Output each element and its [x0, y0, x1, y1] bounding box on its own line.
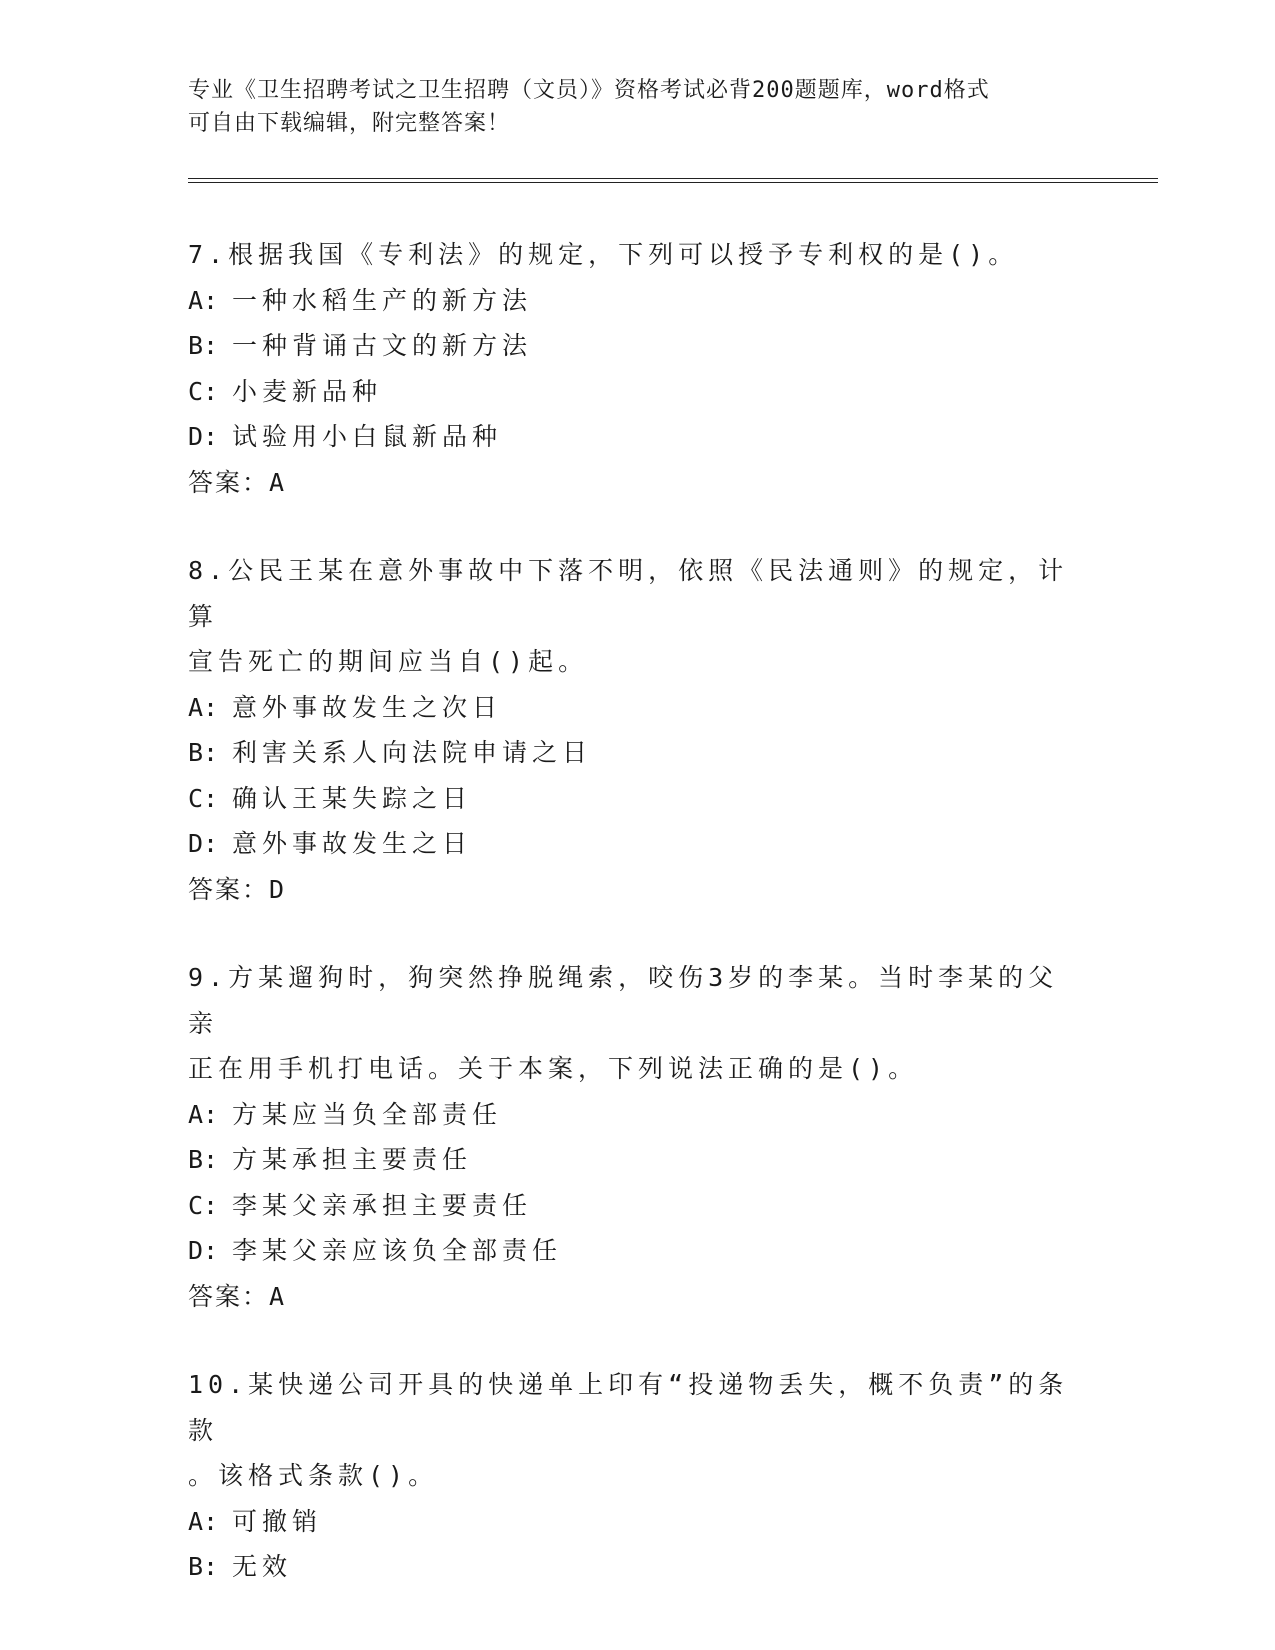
- option-a: [188, 1499, 1088, 1545]
- option-text: 确认王某失踪之日: [232, 783, 473, 813]
- answer-label: 答案：: [188, 467, 270, 497]
- option-letter: D:: [188, 829, 219, 858]
- option-letter: C:: [188, 783, 219, 813]
- answer: [188, 867, 1088, 913]
- option-letter: B:: [188, 738, 219, 767]
- option-text: 方某应当负全部责任: [232, 1099, 503, 1129]
- option-d: [188, 1228, 1088, 1274]
- answer: [188, 1274, 1088, 1320]
- option-text: 李某父亲应该负全部责任: [232, 1236, 563, 1265]
- answer-label: 答案：: [188, 1281, 270, 1311]
- option-letter: D:: [188, 422, 219, 451]
- option-letter: D:: [188, 1236, 219, 1265]
- option-a: [188, 278, 1088, 324]
- answer-label: 答案：: [188, 874, 270, 904]
- option-c: [188, 369, 1088, 415]
- option-letter: A:: [188, 285, 219, 315]
- option-letter: B:: [188, 331, 219, 360]
- option-c: [188, 1183, 1088, 1229]
- option-text: 一种水稻生产的新方法: [232, 285, 533, 315]
- answer-value: D: [269, 874, 285, 904]
- question-stem: 8.公民王某在意外事故中下落不明，依照《民法通则》的规定，计算: [188, 556, 1069, 631]
- option-d: [188, 414, 1088, 460]
- question-stem: 7.根据我国《专利法》的规定，下列可以授予专利权的是()。: [188, 240, 1019, 269]
- header-line-2: 可自由下载编辑，附完整答案！: [188, 111, 511, 136]
- option-text: 李某父亲承担主要责任: [232, 1190, 533, 1220]
- option-letter: A:: [188, 1099, 219, 1129]
- option-letter: B:: [188, 1145, 219, 1174]
- option-a: [188, 1092, 1088, 1138]
- question-list: [188, 232, 1088, 1633]
- option-text: 一种背诵古文的新方法: [232, 331, 533, 360]
- question-9: [188, 955, 1088, 1319]
- option-text: 可撤销: [232, 1506, 323, 1536]
- answer: [188, 460, 1088, 506]
- question-stem-continued: 宣告死亡的期间应当自()起。: [188, 647, 589, 676]
- question-7: [188, 232, 1088, 505]
- option-c: [188, 776, 1088, 822]
- option-d: [188, 821, 1088, 867]
- option-text: 意外事故发生之日: [232, 829, 473, 858]
- header-divider: [188, 178, 1158, 183]
- option-b: [188, 730, 1088, 776]
- document-header: [188, 74, 1088, 140]
- option-letter: C:: [188, 376, 219, 406]
- option-letter: B:: [188, 1552, 219, 1581]
- option-text: 方某承担主要责任: [232, 1145, 473, 1174]
- option-b: [188, 323, 1088, 369]
- option-text: 小麦新品种: [232, 376, 383, 406]
- question-10: [188, 1362, 1088, 1590]
- question-stem-continued: 。该格式条款()。: [188, 1461, 439, 1490]
- question-stem: 9.方某遛狗时，狗突然挣脱绳索，咬伤3岁的李某。当时李某的父亲: [188, 963, 1059, 1038]
- option-letter: A:: [188, 692, 219, 722]
- question-8: [188, 548, 1088, 912]
- option-text: 意外事故发生之次日: [232, 692, 503, 722]
- option-a: [188, 685, 1088, 731]
- header-line-1: 专业《卫生招聘考试之卫生招聘（文员）》资格考试必背200题题库，word格式: [188, 78, 990, 103]
- option-text: 试验用小白鼠新品种: [232, 422, 503, 451]
- option-b: [188, 1137, 1088, 1183]
- option-letter: C:: [188, 1190, 219, 1220]
- option-letter: A:: [188, 1506, 219, 1536]
- answer-value: A: [269, 467, 285, 497]
- option-text: 无效: [232, 1552, 293, 1581]
- question-stem: 10.某快递公司开具的快递单上印有“投递物丢失，概不负责”的条款: [188, 1370, 1069, 1445]
- option-text: 利害关系人向法院申请之日: [232, 738, 593, 767]
- option-b: [188, 1544, 1088, 1590]
- question-stem-continued: 正在用手机打电话。关于本案，下列说法正确的是()。: [188, 1054, 919, 1083]
- answer-value: A: [269, 1281, 285, 1311]
